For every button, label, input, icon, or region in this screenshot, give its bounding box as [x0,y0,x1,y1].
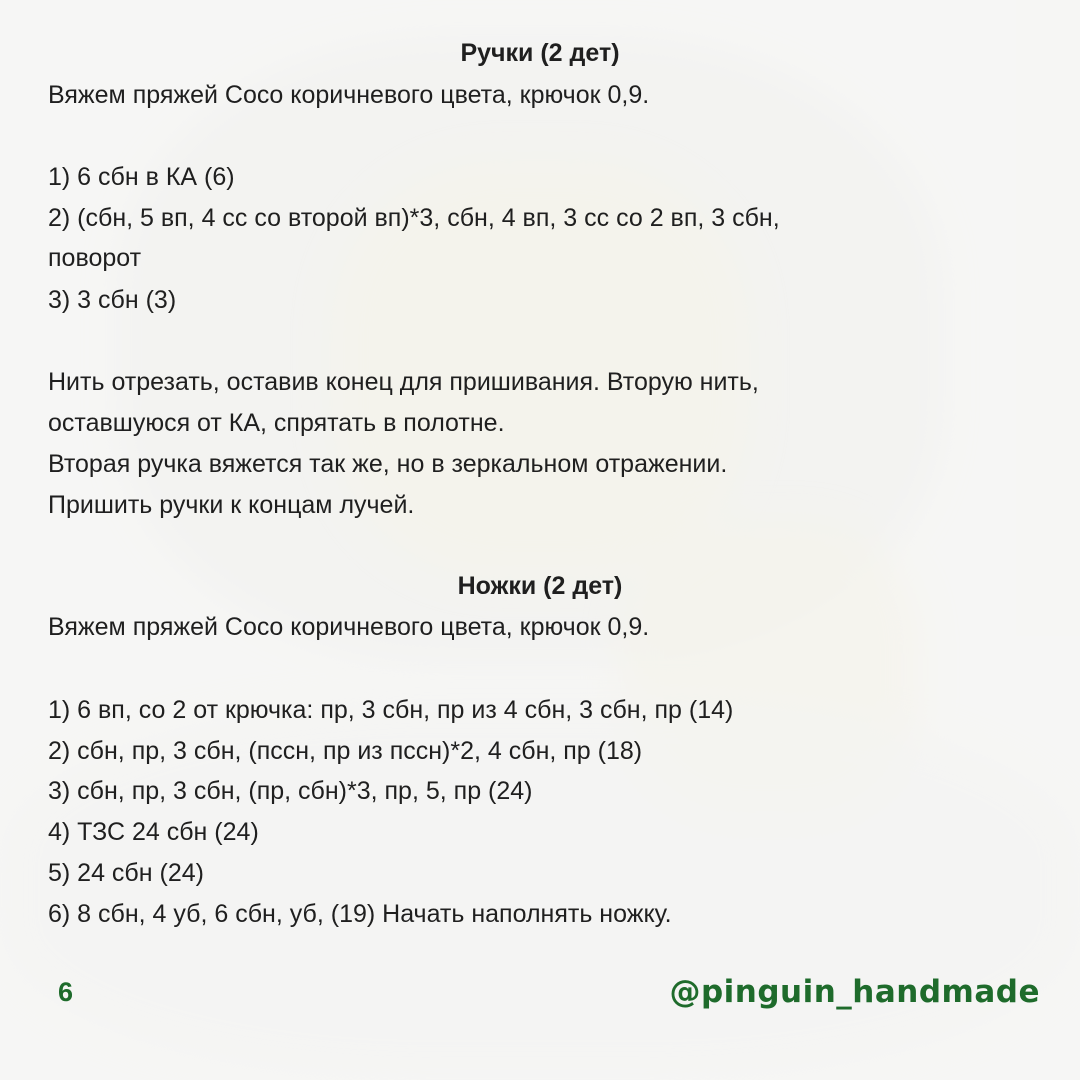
section-intro-legs: Вяжем пряжей Coco коричневого цвета, крючок 0,9. [48,613,650,641]
row-line: 3) сбн, пр, 3 сбн, (пр, сбн)*3, пр, 5, пр (24) [48,777,533,805]
row-line: 1) 6 вп, со 2 от крючка: пр, 3 сбн, пр из 4 сбн, 3 сбн, пр (14) [48,696,734,724]
note-line: Нить отрезать, оставив конец для пришивания. Вторую нить, [48,368,759,396]
section-title-handles: Ручки (2 дет) [460,39,620,67]
section-title-legs: Ножки (2 дет) [457,572,623,600]
page-number: 6 [58,977,74,1007]
section-intro-handles: Вяжем пряжей Coco коричневого цвета, крючок 0,9. [48,81,650,109]
row-line: 2) (сбн, 5 вп, 4 сс со второй вп)*3, сбн, 4 вп, 3 сс со 2 вп, 3 сбн, [48,204,780,232]
row-line: 2) сбн, пр, 3 сбн, (пссн, пр из пссн)*2, 4 сбн, пр (18) [48,737,643,765]
note-line: оставшуюся от КА, спрятать в полотне. [48,409,505,437]
row-line: 6) 8 сбн, 4 уб, 6 сбн, уб, (19) Начать наполнять ножку. [48,900,672,928]
row-line: 5) 24 сбн (24) [48,859,204,887]
note-line: Пришить ручки к концам лучей. [48,491,415,519]
author-handle: @pinguin_handmade [669,974,1040,1010]
row-line: 1) 6 сбн в КА (6) [48,163,235,191]
note-line: Вторая ручка вяжется так же, но в зеркальном отражении. [48,450,728,478]
row-line: 4) ТЗС 24 сбн (24) [48,818,259,846]
row-line: поворот [48,244,142,272]
row-line: 3) 3 сбн (3) [48,286,177,314]
